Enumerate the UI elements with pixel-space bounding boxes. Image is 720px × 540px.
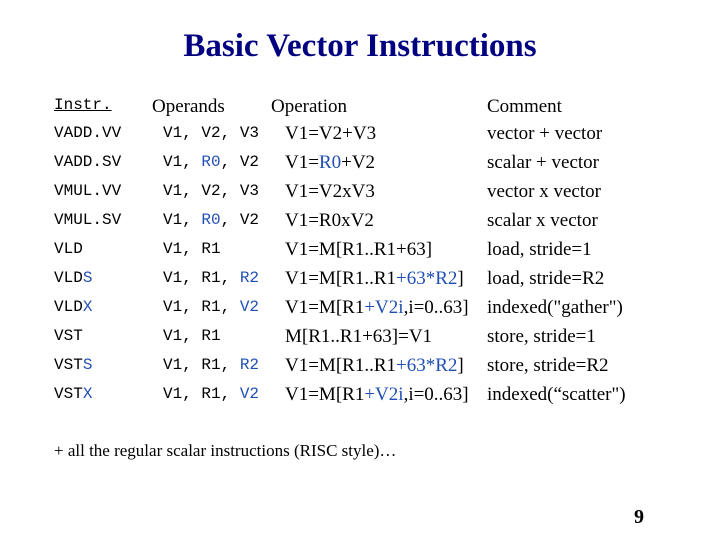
instruction-name [54,380,92,409]
instruction-comment: load, stride=1 [487,239,592,260]
table-row [0,148,720,177]
instruction-operation-part: +V2i [364,384,404,405]
instruction-operation [285,148,375,177]
instruction-operands-part: V1, R1, [163,356,240,374]
instruction-name-part: VLD [54,298,83,316]
instruction-name-part: VLD [54,269,83,287]
header-instr: Instr. [54,96,112,114]
instruction-name-part: VLD [54,240,83,258]
table-row [0,322,720,351]
instruction-operation-part: ] [457,268,464,289]
instruction-operands-part: V1, R1, [163,269,240,287]
instruction-operation-part: ] [457,355,464,376]
instruction-name [54,177,121,206]
instruction-operation [285,177,375,206]
instruction-operation-part: +63*R2 [396,268,458,289]
instruction-operands-part: R0 [201,153,221,171]
instruction-operands-part: V1, R1 [163,240,221,258]
instruction-operands-part: V1, R1, [163,385,240,403]
table-row [0,351,720,380]
instruction-comment: vector + vector [487,123,603,144]
instruction-operation-part: ,i=0..63] [403,297,469,318]
instruction-operation-part: ,i=0..63] [403,384,469,405]
instruction-operands-part: R2 [239,356,260,374]
instruction-operation-part: V1= [285,152,319,173]
instruction-operands [163,322,221,351]
table-row [0,293,720,322]
instruction-operands-part: V2 [239,385,260,403]
instruction-operation-part: V1=V2+V3 [285,123,377,144]
instruction-operation [285,351,464,380]
instruction-operands [163,293,259,322]
instruction-name-part: VADD.SV [54,153,122,171]
instruction-operation [285,235,432,264]
instruction-operands [163,264,259,293]
instruction-operation-part: +V2 [341,152,376,173]
instruction-comment: indexed(“scatter") [487,384,626,405]
instruction-operands [163,119,259,148]
instruction-operation-part: V1=R0xV2 [285,210,374,231]
instruction-operation [285,264,464,293]
instruction-name-part: VST [54,327,83,345]
instruction-operands-part: V1, [163,211,202,229]
instruction-operation-part: V1=V2xV3 [285,181,375,202]
instruction-comment: load, stride=R2 [487,268,605,289]
instruction-operands-part: R0 [201,211,221,229]
instruction-name-part: VST [54,385,83,403]
instruction-operation [285,293,469,322]
instruction-operation [285,322,432,351]
instruction-operation-part: R0 [318,152,342,173]
page-number: 9 [634,506,644,528]
instruction-comment: scalar + vector [487,152,599,173]
instruction-operation [285,119,376,148]
table-row [0,206,720,235]
instruction-operands-part: V1, R1, [163,298,240,316]
instruction-operation-part: M[R1..R1+63]=V1 [285,326,433,347]
instruction-operands [163,206,259,235]
slide-title: Basic Vector Instructions [183,28,537,64]
instruction-name [54,148,121,177]
table-row [0,119,720,148]
instruction-name-part: S [82,269,93,287]
instruction-operation-part: V1=M[R1 [285,384,365,405]
header-operands: Operands [152,96,225,117]
instruction-operation-part: V1=M[R1..R1 [285,268,397,289]
instruction-name-part: VMUL.SV [54,211,122,229]
instruction-name [54,235,83,264]
instruction-comment: scalar x vector [487,210,598,231]
instruction-operands-part: , V2 [220,153,260,171]
instruction-operation-part: +63*R2 [396,355,458,376]
instruction-operands [163,351,259,380]
table-row [0,177,720,206]
instruction-name-part: VMUL.VV [54,182,122,200]
instruction-name [54,322,83,351]
instruction-name-part: X [82,385,93,403]
table-row [0,264,720,293]
instruction-operands-part: V2 [239,298,260,316]
instruction-operation-part: V1=M[R1 [285,297,365,318]
instruction-name-part: VADD.VV [54,124,122,142]
instruction-operation-part: V1=M[R1..R1+63] [285,239,433,260]
instruction-name [54,293,92,322]
instruction-operation [285,380,469,409]
instruction-name [54,119,121,148]
instruction-name-part: X [82,298,93,316]
instruction-operands [163,235,221,264]
instruction-operands-part: V1, V2, V3 [163,124,260,142]
instruction-name-part: S [82,356,93,374]
instruction-comment: vector x vector [487,181,601,202]
instruction-comment: indexed("gather") [487,297,623,318]
instruction-operands-part: R2 [239,269,260,287]
instruction-comment: store, stride=R2 [487,355,609,376]
instruction-operands-part: V1, V2, V3 [163,182,260,200]
header-comment: Comment [487,96,562,117]
instruction-operands-part: , V2 [220,211,260,229]
instruction-name [54,351,92,380]
instruction-operation-part: V1=M[R1..R1 [285,355,397,376]
instruction-operation [285,206,374,235]
instruction-operands-part: V1, R1 [163,327,221,345]
header-operation: Operation [271,96,347,117]
instruction-operation-part: +V2i [364,297,404,318]
instruction-name [54,264,92,293]
instruction-operands [163,177,259,206]
footnote: + all the regular scalar instructions (RISC style)… [54,441,397,460]
instruction-name [54,206,121,235]
instruction-operands [163,148,259,177]
table-row [0,380,720,409]
instruction-name-part: VST [54,356,83,374]
instruction-operands-part: V1, [163,153,202,171]
table-row [0,235,720,264]
instruction-comment: store, stride=1 [487,326,596,347]
instruction-operands [163,380,259,409]
